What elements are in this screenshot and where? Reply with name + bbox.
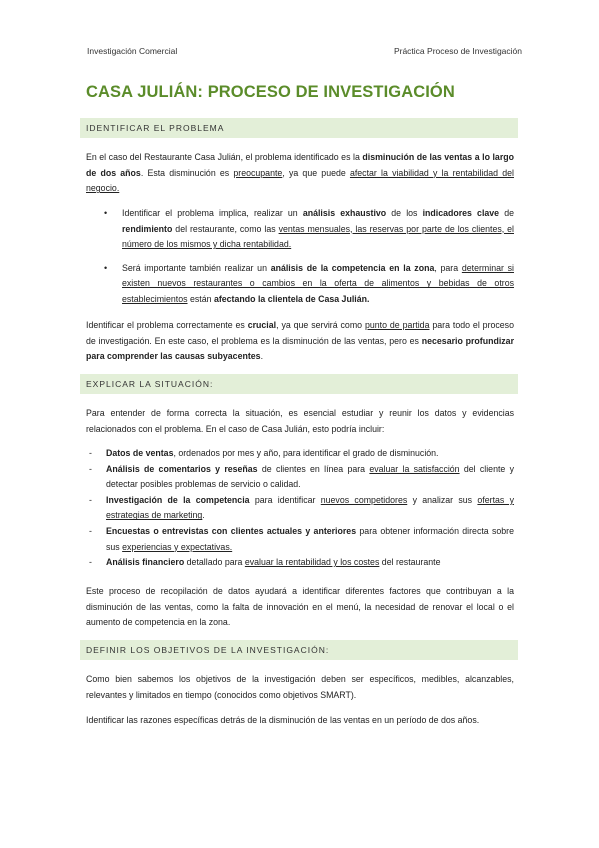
list-item: • Será importante también realizar un análisis de la competencia en la zona, para determinar si existen nuevos restaurantes o cambios en la oferta de alimentos y bebidas de otros establecimientos están afectando la clientela de Casa Julián. xyxy=(86,261,514,308)
list-item: - Investigación de la competencia para identificar nuevos competidores y analizar sus ofertas y estrategias de marketing. xyxy=(86,493,514,524)
section-heading-label: DEFINIR LOS OBJETIVOS DE LA INVESTIGACIÓN: xyxy=(86,645,330,655)
section-heading-objetivos xyxy=(80,640,518,660)
paragraph-situacion: Para entender de forma correcta la situación, es esencial estudiar y reunir los datos y evidencias relacionados con el problema. En el caso de Casa Julián, esto podría incluir: xyxy=(86,408,514,434)
header-left: Investigación Comercial xyxy=(87,46,178,56)
paragraph-recopilacion: Este proceso de recopilación de datos ayudará a identificar diferentes factores que contribuyan a la disminución de las ventas, como la falta de innovación en el menú, la necesidad de renovar el local o el aumento de competencia en la zona. xyxy=(86,586,514,628)
paragraph-razones: Identificar las razones específicas detrás de la disminución de las ventas en un período de dos años. xyxy=(86,715,480,725)
section-heading-label: IDENTIFICAR EL PROBLEMA xyxy=(86,123,225,133)
list-item: - Análisis financiero detallado para evaluar la rentabilidad y los costes del restaurante xyxy=(86,555,514,571)
page-title: CASA JULIÁN: PROCESO DE INVESTIGACIÓN xyxy=(86,83,455,101)
list-item: - Análisis de comentarios y reseñas de clientes en línea para evaluar la satisfacción del cliente y detectar posibles problemas de servicio o calidad. xyxy=(86,462,514,493)
paragraph-smart: Como bien sabemos los objetivos de la investigación deben ser específicos, medibles, alcanzables, relevantes y limitados en tiempo (conocidos como objetivos SMART). xyxy=(86,674,514,700)
header-right: Práctica Proceso de Investigación xyxy=(393,46,522,56)
paragraph-crucial: Identificar el problema correctamente es crucial, ya que servirá como punto de partida para todo el proceso de investigación. En este caso, el problema es la disminución de las ventas, pero es necesario profundizar para comprender las causas subyacentes. xyxy=(86,320,514,362)
paragraph-problema: En el caso del Restaurante Casa Julián, el problema identificado es la disminución de las ventas a lo largo de dos años. Esta disminución es preocupante, ya que puede afectar la viabilidad y la rentabilidad del negocio. xyxy=(86,152,514,194)
list-item: • Identificar el problema implica, realizar un análisis exhaustivo de los indicadores clave de rendimiento del restaurante, como las ventas mensuales, las reservas por parte de los clientes, el número de los mismos y dicha rentabilidad. xyxy=(86,206,514,253)
bullet-list xyxy=(86,206,514,316)
section-heading-explicar xyxy=(80,374,518,394)
section-heading-identificar xyxy=(80,118,518,138)
dash-list xyxy=(86,446,514,571)
list-item: - Encuestas o entrevistas con clientes actuales y anteriores para obtener información directa sobre sus experiencias y expectativas. xyxy=(86,524,514,555)
section-heading-label: EXPLICAR LA SITUACIÓN: xyxy=(86,379,214,389)
list-item: - Datos de ventas, ordenados por mes y año, para identificar el grado de disminución. xyxy=(86,446,514,462)
